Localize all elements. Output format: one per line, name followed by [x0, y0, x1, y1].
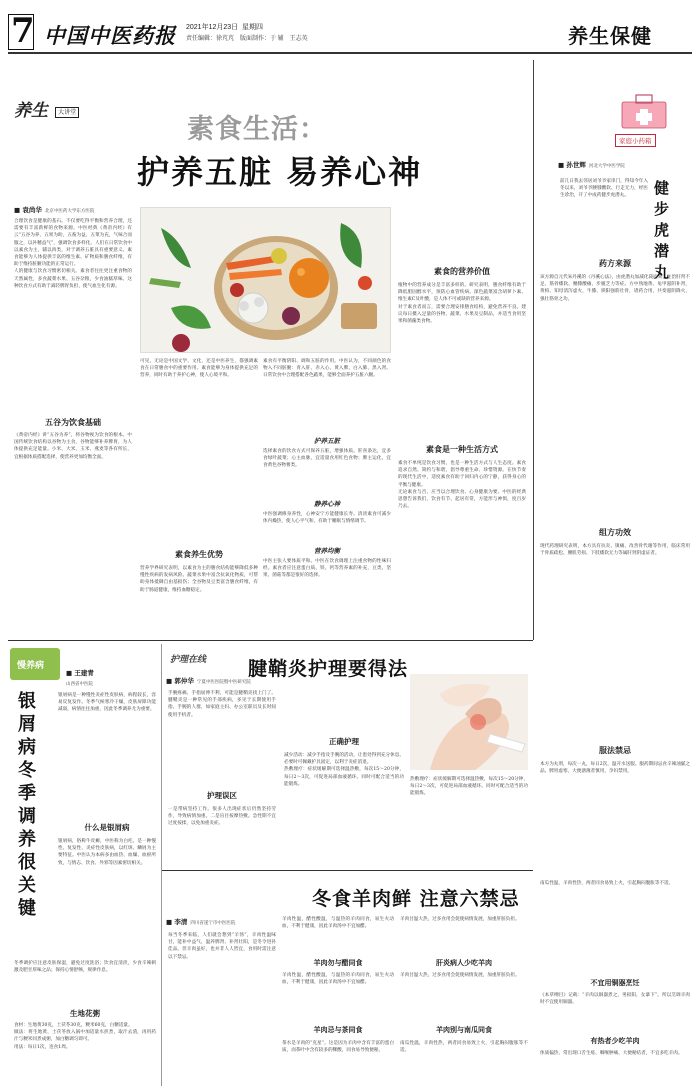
middle-title: 腱鞘炎护理要得法	[248, 658, 409, 680]
sidebar-affiliation: 河北大学中医学院	[588, 164, 625, 169]
lead-subhead-5: 营养均衡	[314, 547, 340, 555]
bottom-p1-cont: 羊肉性温，醋性酸温，与温热的羊肉同食，易生火动血，不利于健康，因此羊肉汤中不宜加醋。	[282, 917, 394, 930]
date: 2021年12月23日	[186, 24, 239, 31]
left-subhead-2: 生地花粥	[70, 1009, 100, 1018]
middle-subhead-2: 正确护理	[329, 737, 359, 746]
column-tag-big: 养生	[14, 101, 48, 121]
middle-p3: 减少活动：减少手指及手腕的活动，让患处得到充分休息。必要时可佩戴护具固定，以利于炎症消退。	[284, 753, 404, 766]
bottom-col3-top	[400, 916, 528, 956]
bottom-p3: 茶水是羊肉的“克星”。这是因为羊肉中含有丰富的蛋白质，而茶叶中含有较多的鞣酸，同食易导致便秘。	[282, 1041, 394, 1054]
medicine-box-icon	[618, 92, 670, 130]
bottom-p7: 体质偏热、常出现口舌生疮、咽喉肿痛、大便秘结者，不宜多吃羊肉。	[540, 1051, 683, 1056]
left-body-4	[14, 1022, 156, 1088]
lead-subhead-7: 素食是一种生活方式	[426, 444, 498, 454]
bottom-subhead-1: 羊肉勿与醋同食	[313, 958, 363, 967]
sidebar-author: 孙世辉	[566, 161, 586, 169]
lead-p4: 可见，无论是中国文学、文化，还是中医养生，都强调素食在日常膳食中的重要作用。素食能够为身体提供充足的营养，同时有助于养护心神，使人心境平和。	[140, 359, 258, 379]
editors-line: 责任编辑：徐芃芃 版面制作：于 辅 王志英	[186, 36, 308, 42]
sidebar-subhead-1: 药方来源	[599, 258, 631, 268]
sidebar-byline: ■ 孙世辉 河北大学中医学院	[558, 161, 625, 169]
middle-body-2	[168, 806, 276, 866]
page-number: 7	[11, 11, 35, 51]
sidebar-body-3	[540, 761, 690, 841]
issue-date	[186, 22, 263, 32]
bottom-byline: ■ 李清 四川省遂宁市中医医院	[166, 918, 236, 926]
lead-kicker: 素食生活：	[187, 114, 327, 145]
bottom-subhead-6: 有热者少吃羊肉	[590, 1036, 640, 1045]
column-tag	[14, 96, 94, 126]
bottom-col2-bottom	[282, 1040, 394, 1088]
lead-p7: 选择素食的饮食方式可保养五脏，增强体质。肝喜条达，宜多食绿叶蔬菜；心主血脉，宜适量食用红色食物；脾主运化，宜食黄色谷物薯类。	[263, 449, 391, 469]
middle-p4-cont: 热敷理疗：症状缓解期可选择温热敷，每次15～20分钟，每日2～3次，可促进局部血液循环。同时可配合适当的功能锻炼。	[410, 777, 528, 797]
middle-p1: 手腕疼痛、手指屈伸不利，可能是腱鞘炎找上门了。腱鞘炎是一种常见的手部疾病，多见于长期使用手指、手腕的人群，如家庭主妇、办公室职员及长时间使用手机者。	[168, 691, 276, 718]
bottom-col4-top	[540, 880, 690, 974]
bottom-col2-mid	[282, 972, 394, 1020]
middle-caption	[410, 776, 528, 866]
header-rule	[8, 52, 692, 54]
middle-author: 郭仲华	[174, 677, 194, 685]
lead-col3-top	[263, 358, 391, 420]
wrist-photo	[410, 674, 528, 770]
left-p6: 用法：每日1次，连食1周。	[14, 1044, 71, 1050]
left-p3: 冬季调护应注意皮肤保湿，避免过度洗浴；饮食宜清淡，少食辛辣刺激及肥甘厚味之品；保持心情舒畅，规律作息。	[14, 961, 156, 974]
bottom-subhead-3: 肝炎病人少吃羊肉	[436, 958, 492, 967]
lead-subhead-4: 静养心神	[314, 500, 340, 508]
left-divider	[161, 644, 162, 1086]
page-header	[0, 0, 700, 52]
bottom-col4-mid	[540, 992, 690, 1032]
middle-rule	[8, 640, 533, 641]
lead-headline: 护养五脏 易养心神	[137, 153, 423, 191]
left-p5: 做法：将生地黄、土茯苓放入锅中加适量水煎煮，取汁去渣，再用药汁与粳米同煮成粥，加白糖调匀即可。	[14, 1030, 156, 1043]
medicine-box-illustration	[618, 92, 670, 130]
bottom-col3-mid	[400, 972, 528, 1020]
lead-col4-top	[398, 282, 526, 440]
left-affiliation: 山西省中医院	[66, 682, 93, 687]
lead-p1: 合理饮食是健康的基石。不仅要吃得平衡和营养合理，还需要有丰富新鲜的食物来源。中医经典《黄帝内经》有云“五谷为养，五果为助，五畜为益，五菜为充，气味合而服之，以补精益气”，强调饮食多样化。人们在日常饮食中以素食为主，辅以肉类，对于调养五脏具有重要意义。素食能够为人体提供丰富的维生素、矿物质和膳食纤维，有助于维持脏腑功能的正常运行。	[14, 219, 132, 268]
sidebar-subhead-2: 组方功效	[599, 527, 631, 537]
lead-p2: 人的健康与饮食习惯密切相关。素食者往往更注重食物的天然属性，多食蔬菜水果、五谷杂粮，少食油腻厚味。这种饮食方式有助于减轻脾胃负担，使气血生化有源。	[14, 269, 132, 289]
lead-col3-bottom	[263, 558, 391, 636]
lead-p6: 素食有平衡阴阳、调和五脏的作用。中医认为，不同颜色的食物入不同脏腑：青入肝、赤入心、黄入脾、白入肺、黑入肾。日常饮食中合理搭配各色蔬果，能够全面养护五脏六腑。	[263, 359, 391, 379]
lead-p13: 无论素食与否，应当以合理饮食、心身健康为要。中医的经典思想告诉我们，饮食有节、起居有常，方能形与神俱，度百岁乃去。	[398, 489, 526, 510]
sidebar-tag: 家庭小药箱	[615, 134, 656, 147]
bottom-p6: 《本草纲目》记载：“羊肉以铜器煮之，男损阳，女暴下”。所以烹调羊肉时不宜使用铜器。	[540, 993, 690, 1006]
lead-p11: 对于素食者而言，需要合理安排膳食结构，避免营养不良。建议每日摄入足量的谷物、蔬菜、水果及豆制品，并适当食用坚果和菌藻类食物。	[398, 304, 526, 325]
sidebar-p2: 该方源自元代朱丹溪的《丹溪心法》，由虎潜丸加减化裁而来，主治肝肾不足、筋骨痿软、腰膝酸痛、步履乏力等症。方中熟地黄、龟甲滋阴补肾，黄柏、知母清泻虚火，牛膝、锁阳强筋壮骨，诸药合用，共奏滋阴降火、强壮筋骨之功。	[540, 275, 690, 302]
lead-subhead-1: 五谷为饮食基础	[45, 417, 101, 427]
lead-col1-bottom	[14, 432, 132, 562]
bottom-p2: 羊肉性温，醋性酸温，与温热的羊肉同食，易生火动血，不利于健康，因此羊肉汤中不宜加醋。	[282, 973, 394, 986]
sidebar-p4: 本方为丸剂，每次一丸，每日2次，温开水送服。服药期间忌食辛辣油腻之品。脾胃虚寒、大便溏薄者慎用，孕妇禁用。	[540, 762, 690, 775]
middle-body-1	[168, 690, 276, 786]
bottom-author: 李清	[174, 918, 188, 926]
left-body-1	[58, 692, 156, 816]
lead-subhead-3: 护养五脏	[314, 437, 340, 445]
lead-p12: 素食不单纯是饮食习惯，也是一种生活方式与人生态度。素食追求自然、简约与和谐，倡导尊重生命、珍惜资源。在快节奏的现代生活中，适度素食有助于回归内心的宁静，获得身心的平衡与健康。	[398, 461, 526, 488]
lead-p9: 中医主张人要体质平和。中医在饮食调理上注重食物的性味归经。素食者应注意蛋白质、铁、钙等营养素的补充，豆类、坚果、菌菇等都是很好的选择。	[263, 559, 391, 579]
left-title: 银屑病冬季调养很关键	[18, 691, 36, 919]
sidebar-divider	[533, 60, 534, 640]
lead-author: 袁尚华	[22, 206, 42, 214]
left-body-3	[14, 960, 156, 1004]
middle-body-3	[284, 752, 404, 866]
lead-p5: 营养学界研究表明，以素食为主的膳食结构能够降低多种慢性疾病的发病风险。蔬菜水果中富含抗氧化物质，可帮助身体抵御自由基损伤；全谷物及豆类富含膳食纤维，有助于肠道健康，维持血糖稳定。	[140, 566, 258, 593]
left-body-2	[58, 838, 156, 958]
middle-subhead-1: 护理误区	[207, 791, 237, 800]
middle-p4: 热敷理疗：症状缓解期可选择温热敷，每次15～20分钟，每日2～3次，可促进局部血液循环。同时可配合适当的功能锻炼。	[284, 767, 404, 787]
bottom-subhead-4: 羊肉别与南瓜同食	[436, 1025, 492, 1034]
masthead: 中国中医药报	[44, 23, 176, 48]
middle-p2: 一是带病坚持工作。很多人出现症状后仍然坚持劳作，导致病情加重。二是盲目按摩热敷。急性期不宜过度按揉，以免加重炎症。	[168, 807, 276, 827]
lead-col2-bottom	[140, 565, 258, 635]
bottom-p1: 每当冬季来临，人们就会想到“羊汤”，羊肉性温味甘，能补中益气、温养脾肾、补肾壮阳，是冬令进补佳品。但羊肉虽好，也并非人人皆宜，食用时需注意以下禁忌。	[168, 933, 276, 960]
left-p4: 食材：生地黄30克，土茯苓30克，粳米60克，白糖适量。	[14, 1023, 133, 1028]
sidebar-subhead-3: 服法禁忌	[599, 745, 631, 755]
weekday: 星期四	[242, 24, 264, 31]
bottom-col4-bottom	[540, 1050, 690, 1088]
vegetable-photo	[140, 207, 391, 353]
bottom-subhead-5: 不宜用铜器烹饪	[590, 978, 640, 987]
wrist-pain-illustration	[410, 674, 528, 770]
bottom-col2-top	[282, 916, 394, 956]
lead-col3-mid	[263, 448, 391, 494]
sidebar-p3: 现代药理研究表明，本方具有抗炎、镇痛、改善骨代谢等作用，临床常用于骨质疏松、腰肌劳损、下肢痿软无力等属肝肾阴虚证者。	[540, 544, 690, 557]
lead-p8: 中医强调修身养性，心神安宁方能健康长寿。清淡素食可减少体内燥热，使人心平气和，有助于睡眠与情绪调节。	[263, 512, 391, 525]
left-p2: 银屑病，俗称牛皮癣，中医称为白疕，是一种慢性、复发性、炎症性皮肤病，以红斑、鳞屑为主要特征。中医认为本病多由血热、血燥、血瘀所致，与情志、饮食、外邪等因素密切相关。	[58, 839, 156, 866]
sidebar-body-2	[540, 543, 690, 741]
sidebar-body-1	[540, 274, 690, 522]
section-title: 养生保健	[568, 24, 652, 48]
bottom-p3-cont: 羊肉甘温大热，过多食用会促使病情发展，加重肝脏负担。	[400, 917, 520, 922]
bottom-p5: 南瓜性温，羊肉性热，两者同食易致上火，引起胸闷腹胀等不适。	[400, 1041, 528, 1054]
lead-subhead-2: 素食养生优势	[175, 549, 223, 559]
bottom-title: 冬食羊肉鲜 注意六禁忌	[312, 888, 520, 910]
sidebar-intro	[560, 178, 648, 252]
lead-col4-bottom	[398, 460, 526, 636]
lead-subhead-6: 素食的营养价值	[434, 266, 490, 276]
bottom-rule	[162, 870, 533, 871]
bottom-subhead-2: 羊肉忌与茶同食	[313, 1025, 363, 1034]
lead-p10: 植物中的营养成分是丰富多样的。研究表明，膳食纤维有助于降低胆固醇水平，预防心血管疾病。深色蔬菜富含胡萝卜素、维生素C及叶酸，是人体不可或缺的营养来源。	[398, 283, 526, 303]
left-tag: 慢养病	[17, 661, 45, 671]
bottom-p5-cont: 南瓜性温，羊肉性热，两者同食易致上火，引起胸闷腹胀等不适。	[540, 881, 674, 886]
lead-byline: ■ 袁尚华 北京中医药大学东方医院	[14, 206, 95, 214]
column-tag-small: 大讲堂	[55, 107, 79, 118]
left-p1: 银屑病是一种慢性炎症性皮肤病，病程较长，容易反复发作。冬季气候寒冷干燥，皮肤屏障功能减弱，病情往往加重，因此冬季调养尤为重要。	[58, 693, 156, 713]
middle-affiliation: 宁夏中医医院暨中医研究院	[196, 680, 251, 685]
lead-affiliation: 北京中医药大学东方医院	[44, 209, 95, 214]
left-subhead-1: 什么是银屑病	[84, 823, 130, 832]
middle-byline: ■ 郭仲华 宁夏中医医院暨中医研究院	[166, 677, 251, 685]
lead-col2	[140, 358, 258, 546]
bottom-affiliation: 四川省遂宁市中医医院	[190, 921, 236, 926]
lead-col1-top	[14, 218, 132, 414]
left-byline: ■ 王建青	[66, 669, 94, 677]
bottom-col3-bottom	[400, 1040, 528, 1088]
left-author: 王建青	[74, 669, 94, 677]
left-tag-box	[10, 648, 60, 680]
lead-col3-mid2	[263, 511, 391, 541]
sidebar-title: 健步虎潜丸	[654, 179, 670, 281]
vegetable-illustration	[141, 208, 391, 353]
lead-p3: 《黄帝内经》讲“五谷为养”，将谷物视为饮食的根本。中国传统饮食结构以谷物为主食，谷物能够补养脾胃，为人体提供充足能量。小米、大米、玉米、燕麦等各有所长，宜根据体质搭配选择，使营养更加均衡全面。	[14, 433, 132, 460]
middle-tag: 护理在线	[170, 655, 207, 665]
bottom-p4: 羊肉甘温大热，过多食用会促使病情发展，加重肝脏负担。	[400, 973, 520, 978]
sidebar-p1: 前几日我去邻居刘爷爷家串门，得知今年入冬以来，刘爷爷腰膝酸软、行走无力，经医生诊治，开了中成药健步虎潜丸。	[560, 179, 648, 199]
bottom-col1	[168, 932, 276, 1088]
